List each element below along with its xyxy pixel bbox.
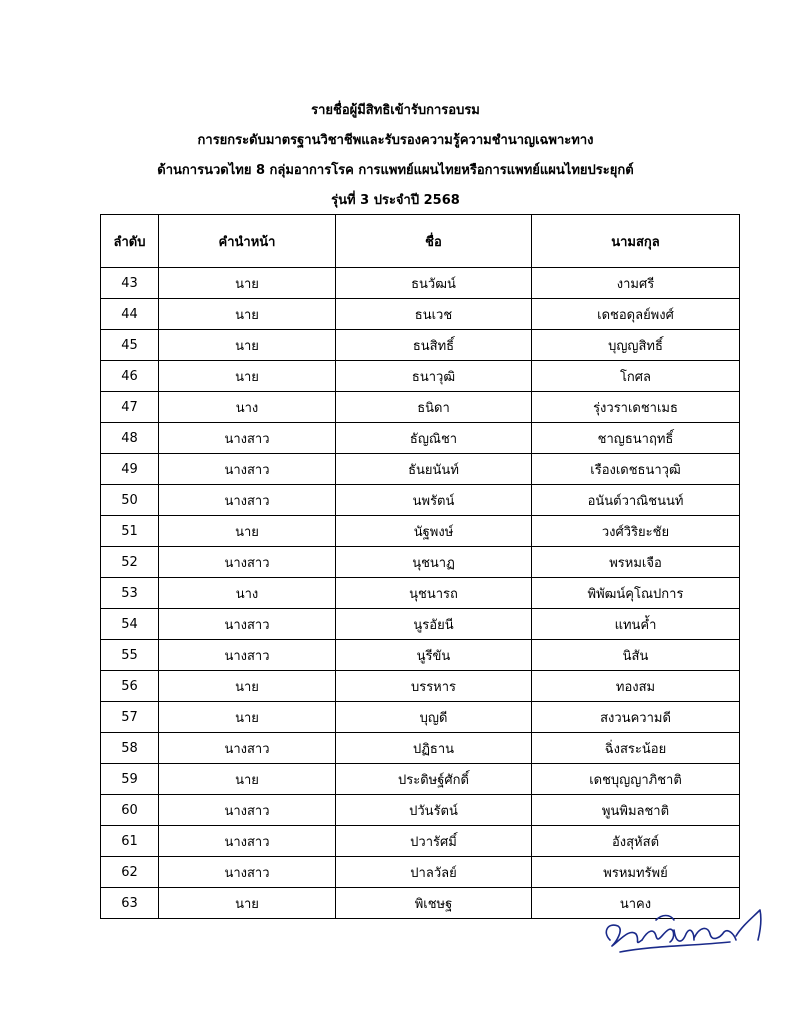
table-row xyxy=(101,857,740,888)
order-cell: 44 xyxy=(101,299,159,330)
last-name-cell: พรหมทรัพย์ xyxy=(532,857,740,888)
last-name-cell: ชาญธนาฤทธิ์ xyxy=(532,423,740,454)
first-name-cell: ธนเวช xyxy=(336,299,532,330)
first-name-cell: พิเชษฐ xyxy=(336,888,532,919)
order-cell: 55 xyxy=(101,640,159,671)
order-cell: 54 xyxy=(101,609,159,640)
order-cell: 52 xyxy=(101,547,159,578)
prefix-cell: นางสาว xyxy=(159,857,336,888)
last-name-cell: เดชอดุลย์พงศ์ xyxy=(532,299,740,330)
last-name-cell: งามศรี xyxy=(532,268,740,299)
order-cell: 56 xyxy=(101,671,159,702)
table-row xyxy=(101,330,740,361)
column-header-order: ลำดับ xyxy=(101,215,159,268)
first-name-cell: นุชนาฏ xyxy=(336,547,532,578)
prefix-cell: นาย xyxy=(159,764,336,795)
first-name-cell: นพรัตน์ xyxy=(336,485,532,516)
first-name-cell: นุชนารถ xyxy=(336,578,532,609)
first-name-cell: ธนวัฒน์ xyxy=(336,268,532,299)
signature-image xyxy=(590,900,770,960)
table-row xyxy=(101,547,740,578)
table-row xyxy=(101,299,740,330)
table-row xyxy=(101,795,740,826)
last-name-cell: นิสัน xyxy=(532,640,740,671)
order-cell: 57 xyxy=(101,702,159,733)
prefix-cell: นาย xyxy=(159,516,336,547)
order-cell: 48 xyxy=(101,423,159,454)
table-row xyxy=(101,609,740,640)
prefix-cell: นาง xyxy=(159,578,336,609)
prefix-cell: นางสาว xyxy=(159,609,336,640)
prefix-cell: นางสาว xyxy=(159,826,336,857)
order-cell: 62 xyxy=(101,857,159,888)
prefix-cell: นาย xyxy=(159,671,336,702)
last-name-cell: บุญญสิทธิ์ xyxy=(532,330,740,361)
order-cell: 53 xyxy=(101,578,159,609)
order-cell: 63 xyxy=(101,888,159,919)
first-name-cell: ธนสิทธิ์ xyxy=(336,330,532,361)
prefix-cell: นางสาว xyxy=(159,454,336,485)
table-row xyxy=(101,423,740,454)
first-name-cell: นูรีขัน xyxy=(336,640,532,671)
table-header-row xyxy=(101,215,740,268)
last-name-cell: โกศล xyxy=(532,361,740,392)
participants-table xyxy=(100,214,740,919)
prefix-cell: นางสาว xyxy=(159,733,336,764)
first-name-cell: นูรอัยนี xyxy=(336,609,532,640)
column-header-last-name: นามสกุล xyxy=(532,215,740,268)
prefix-cell: นาย xyxy=(159,888,336,919)
last-name-cell: พรหมเจือ xyxy=(532,547,740,578)
table-body xyxy=(101,268,740,919)
title-line-4: รุ่นที่ 3 ประจำปี 2568 xyxy=(331,193,460,208)
table-row xyxy=(101,764,740,795)
table-row xyxy=(101,516,740,547)
order-cell: 43 xyxy=(101,268,159,299)
last-name-cell: ทองสม xyxy=(532,671,740,702)
title-line-3: ด้านการนวดไทย 8 กลุ่มอาการโรค การแพทย์แผนไทยหรือการแพทย์แผนไทยประยุกต์ xyxy=(157,163,634,178)
first-name-cell: ประดิษฐ์ศักดิ์ xyxy=(336,764,532,795)
last-name-cell: เรืองเดชธนาวุฒิ xyxy=(532,454,740,485)
first-name-cell: ธนิดา xyxy=(336,392,532,423)
order-cell: 58 xyxy=(101,733,159,764)
table-row xyxy=(101,485,740,516)
prefix-cell: นาย xyxy=(159,702,336,733)
table-row xyxy=(101,826,740,857)
prefix-cell: นาง xyxy=(159,392,336,423)
table-row xyxy=(101,733,740,764)
prefix-cell: นางสาว xyxy=(159,547,336,578)
order-cell: 50 xyxy=(101,485,159,516)
last-name-cell: วงศ์วิริยะชัย xyxy=(532,516,740,547)
last-name-cell: ฉิ่งสระน้อย xyxy=(532,733,740,764)
prefix-cell: นาย xyxy=(159,361,336,392)
last-name-cell: อนันต์วาณิชนนท์ xyxy=(532,485,740,516)
last-name-cell: อังสุหัสต์ xyxy=(532,826,740,857)
title-line-1: รายชื่อผู้มีสิทธิเข้ารับการอบรม xyxy=(311,103,480,118)
order-cell: 45 xyxy=(101,330,159,361)
prefix-cell: นางสาว xyxy=(159,423,336,454)
last-name-cell: แทนค้ำ xyxy=(532,609,740,640)
table-row xyxy=(101,702,740,733)
document-header xyxy=(0,96,791,216)
order-cell: 47 xyxy=(101,392,159,423)
last-name-cell: นาคง xyxy=(532,888,740,919)
order-cell: 61 xyxy=(101,826,159,857)
prefix-cell: นางสาว xyxy=(159,795,336,826)
column-header-prefix: คำนำหน้า xyxy=(159,215,336,268)
order-cell: 51 xyxy=(101,516,159,547)
table-row xyxy=(101,640,740,671)
last-name-cell: สงวนความดี xyxy=(532,702,740,733)
first-name-cell: ปวันรัตน์ xyxy=(336,795,532,826)
prefix-cell: นาย xyxy=(159,330,336,361)
first-name-cell: ธัญณิชา xyxy=(336,423,532,454)
last-name-cell: เดชบุญญาภิชาติ xyxy=(532,764,740,795)
table-row xyxy=(101,578,740,609)
prefix-cell: นางสาว xyxy=(159,485,336,516)
last-name-cell: พูนพิมลชาติ xyxy=(532,795,740,826)
prefix-cell: นางสาว xyxy=(159,640,336,671)
first-name-cell: ปวารัศมิ์ xyxy=(336,826,532,857)
first-name-cell: ธนาวุฒิ xyxy=(336,361,532,392)
first-name-cell: บุญดี xyxy=(336,702,532,733)
table-row xyxy=(101,454,740,485)
order-cell: 59 xyxy=(101,764,159,795)
first-name-cell: ปฏิธาน xyxy=(336,733,532,764)
last-name-cell: พิพัฒน์คุโณปการ xyxy=(532,578,740,609)
first-name-cell: บรรหาร xyxy=(336,671,532,702)
order-cell: 46 xyxy=(101,361,159,392)
table-row xyxy=(101,392,740,423)
prefix-cell: นาย xyxy=(159,299,336,330)
order-cell: 49 xyxy=(101,454,159,485)
last-name-cell: รุ่งวราเดชาเมธ xyxy=(532,392,740,423)
prefix-cell: นาย xyxy=(159,268,336,299)
first-name-cell: ปาลวัลย์ xyxy=(336,857,532,888)
column-header-first-name: ชื่อ xyxy=(336,215,532,268)
first-name-cell: นัฐพงษ์ xyxy=(336,516,532,547)
table-row xyxy=(101,671,740,702)
table-row xyxy=(101,268,740,299)
table-row xyxy=(101,361,740,392)
title-line-2: การยกระดับมาตรฐานวิชาชีพและรับรองความรู้ความชำนาญเฉพาะทาง xyxy=(197,133,594,148)
order-cell: 60 xyxy=(101,795,159,826)
first-name-cell: ธันยนันท์ xyxy=(336,454,532,485)
